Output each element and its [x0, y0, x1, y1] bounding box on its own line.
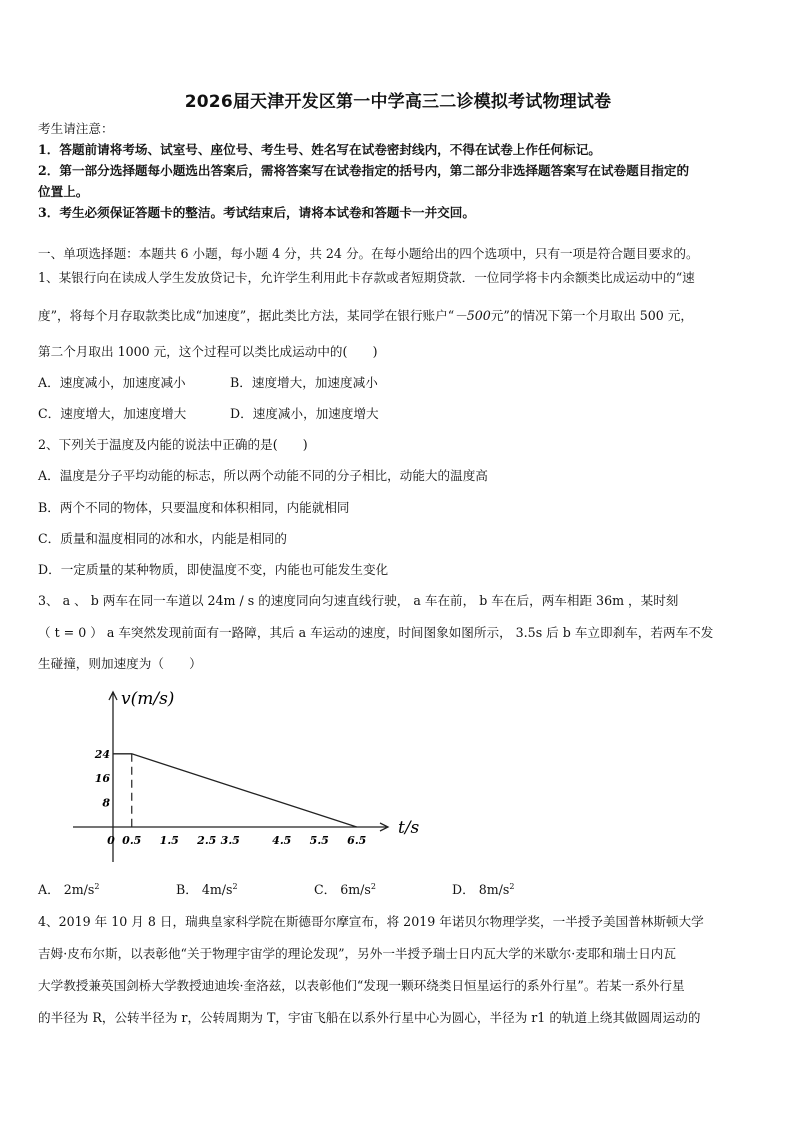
q2-option-c[interactable]: C．质量和温度相同的冰和水，内能是相同的 — [38, 531, 287, 546]
q3-option-b[interactable] — [176, 879, 238, 898]
q3-option-a-text: A． 2m/s — [38, 882, 95, 898]
q2-option-d[interactable]: D．一定质量的某种物质，即使温度不变，内能也可能发生变化 — [38, 562, 389, 577]
q1-option-a[interactable]: A．速度减小，加速度减小 — [38, 375, 186, 390]
q3-option-b-exp: 2 — [232, 882, 238, 891]
notice-item-3: 3．考生必须保证答题卡的整洁。考试结束后，请将本试卷和答题卡一并交回。 — [38, 205, 475, 220]
q3-stem-line-2: （ t = 0 ） a 车突然发现前面有一路障，其后 a 车运动的速度，时间图象如图所示， 3.5s 后 b 车立即刹车，若两车不发 — [38, 625, 714, 640]
y-tick-label: 8 — [102, 796, 110, 810]
page-title: 2026届天津开发区第一中学高三二诊模拟考试物理试卷 — [184, 92, 612, 112]
q3-option-c-exp: 2 — [370, 882, 376, 891]
notice-item-2: 2．第一部分选择题每小题选出答案后，需将答案写在试卷指定的括号内，第二部分非选择题答案写在试卷题目指定的 — [38, 163, 690, 178]
x-tick-label: 1.5 — [159, 834, 179, 847]
x-tick-label: 0.5 — [122, 834, 142, 847]
section-heading: 一、单项选择题：本题共 6 小题，每小题 4 分，共 24 分。在每小题给出的四个选项中，只有一项是符合题目要求的。 — [38, 246, 699, 261]
q2-option-a[interactable]: A．温度是分子平均动能的标志，所以两个动能不同的分子相比，动能大的温度高 — [38, 468, 488, 483]
x-axis-label: t/s — [398, 818, 420, 838]
q3-option-a[interactable] — [38, 879, 99, 898]
q1-option-d[interactable]: D．速度减小，加速度增大 — [230, 406, 379, 421]
q1-text-b: 元”的情况下第一个月取出 500 元， — [490, 308, 694, 323]
velocity-line — [113, 754, 357, 827]
x-tick-label: 2.5 — [197, 834, 217, 847]
q1-option-c[interactable]: C．速度增大，加速度增大 — [38, 406, 187, 421]
q3-option-c[interactable] — [314, 879, 376, 898]
exam-page — [38, 0, 758, 1123]
q4-stem-line-1: 4、2019 年 10 月 8 日，瑞典皇家科学院在斯德哥尔摩宣布，将 2019 年诺贝尔物理学奖，一半授予美国普林斯顿大学 — [38, 914, 704, 929]
q3-option-d-exp: 2 — [509, 882, 515, 891]
q4-stem-line-2: 吉姆·皮布尔斯，以表彰他“关于物理宇宙学的理论发现”，另外一半授予瑞士日内瓦大学的米歇尔·麦耶和瑞士日内瓦 — [38, 946, 676, 961]
velocity-time-graph — [68, 682, 438, 867]
x-tick-label: 5.5 — [309, 834, 329, 847]
q2-stem: 2、下列关于温度及内能的说法中正确的是( ) — [38, 437, 308, 452]
q3-stem-line-1: 3、 a 、 b 两车在同一车道以 24m / s 的速度同向匀速直线行驶， a 车在前， b 车在后，两车相距 36m ，某时刻 — [38, 593, 679, 608]
y-tick-label: 24 — [94, 747, 110, 761]
q3-option-d[interactable] — [452, 879, 514, 898]
q1-stem-line-2 — [38, 308, 693, 324]
q3-option-a-exp: 2 — [94, 882, 100, 891]
q1-balance-value: －500 — [454, 308, 491, 323]
q3-option-b-text: B． 4m/s — [176, 882, 233, 898]
q3-stem-line-3: 生碰撞，则加速度为（ ） — [38, 656, 202, 671]
q3-option-c-text: C． 6m/s — [314, 882, 371, 898]
y-tick-label: 16 — [94, 772, 110, 786]
x-tick-label: 3.5 — [220, 834, 240, 847]
q2-option-b[interactable]: B．两个不同的物体，只要温度和体积相同，内能就相同 — [38, 500, 350, 515]
q1-stem-line-1: 1、某银行向在读成人学生发放贷记卡，允许学生利用此卡存款或者短期贷款．一位同学将卡内余额类比成运动中的“速 — [38, 270, 695, 285]
q4-stem-line-4: 的半径为 R，公转半径为 r，公转周期为 T，宇宙飞船在以系外行星中心为圆心，半径为 r1 的轨道上绕其做圆周运动的 — [38, 1010, 701, 1025]
q1-text-a: 度”，将每个月存取款类比成“加速度”，据此类比方法，某同学在银行账户“ — [38, 308, 455, 323]
q1-stem-line-3: 第二个月取出 1000 元，这个过程可以类比成运动中的( ) — [38, 344, 378, 359]
q3-option-d-text: D． 8m/s — [452, 882, 510, 898]
x-tick-label: 6.5 — [347, 834, 367, 847]
q1-option-b[interactable]: B．速度增大，加速度减小 — [230, 375, 378, 390]
notice-heading: 考生请注意： — [38, 121, 114, 136]
q4-stem-line-3: 大学教授兼英国剑桥大学教授迪迪埃·奎洛兹，以表彰他们“发现一颗环绕类日恒星运行的系外行星”。若某一系外行星 — [38, 978, 685, 993]
y-axis-label: v(m/s) — [121, 689, 175, 709]
notice-item-2-cont: 位置上。 — [38, 184, 89, 199]
x-tick-label: 4.5 — [272, 834, 292, 847]
x-tick-label: 0 — [107, 834, 115, 847]
notice-item-1: 1．答题前请将考场、试室号、座位号、考生号、姓名写在试卷密封线内，不得在试卷上作任何标记。 — [38, 142, 601, 157]
